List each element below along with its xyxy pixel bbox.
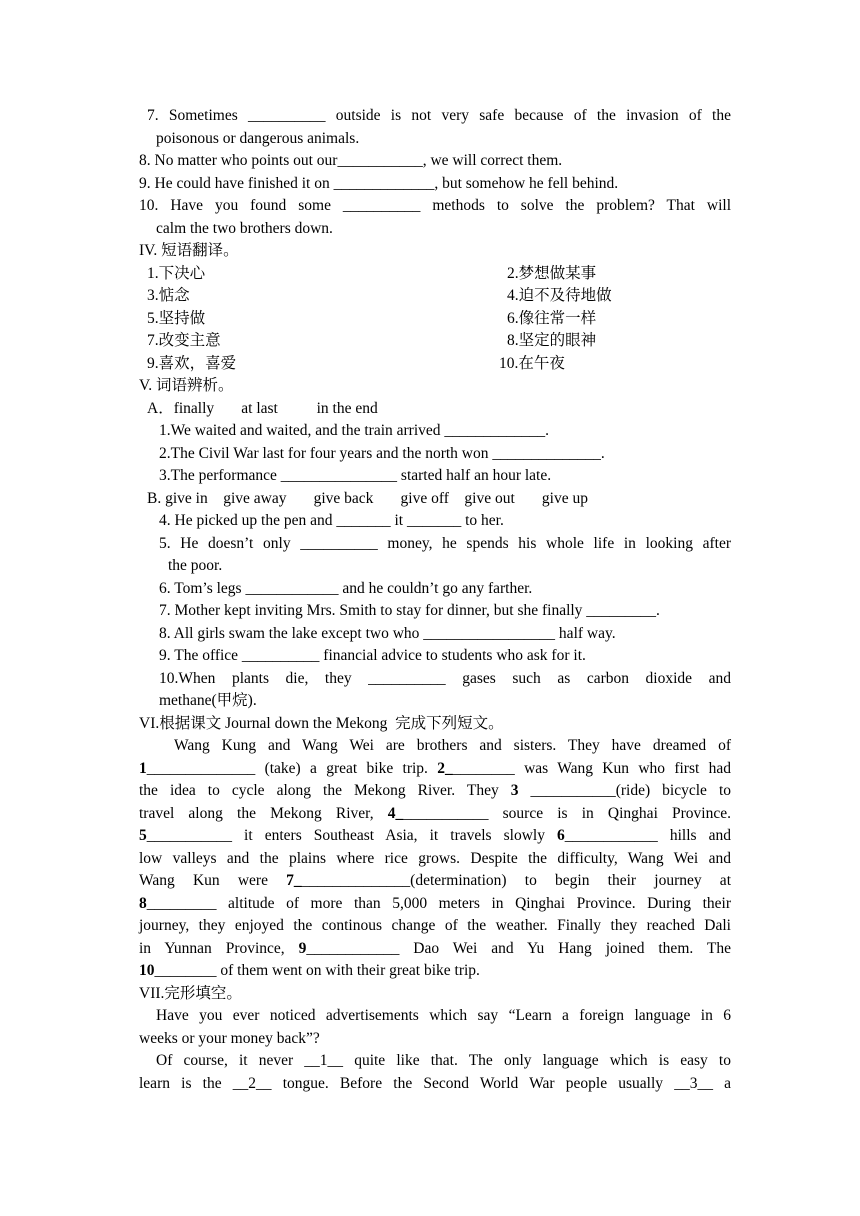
blank-number: 2_ <box>437 759 453 777</box>
group-a-q1: 1.We waited and waited, and the train arrived _____________. <box>159 422 550 439</box>
group-b-q10-line1: 10.When plants die, they __________ gases such as carbon dioxide and <box>159 669 731 687</box>
passage-line <box>139 938 731 961</box>
passage-text: travel along the Mekong River, <box>139 804 388 822</box>
passage-line: Wang Kung and Wang Wei are brothers and sisters. They have dreamed of <box>174 737 731 754</box>
group-b-q9: 9. The office __________ financial advice to students who ask for it. <box>159 647 586 664</box>
passage-text: _________ altitude of more than 5,000 meters in Qinghai Province. During their <box>146 894 731 912</box>
blank-number: 7_ <box>286 872 302 889</box>
question-9: 9. He could have finished it on _____________, but somehow he fell behind. <box>139 174 619 192</box>
phrase-item: 1.下决心 <box>147 264 206 282</box>
passage-text: the idea to cycle along the Mekong River. They <box>139 782 511 799</box>
phrase-item: 7.改变主意 <box>147 332 221 349</box>
passage-line <box>139 825 731 848</box>
question-7-line1: 7. Sometimes __________ outside is not very safe because of the invasion of the <box>147 107 731 124</box>
phrase-item: 2.梦想做某事 <box>507 264 597 282</box>
cloze-line: learn is the __2__ tongue. Before the Second World War people usually __3__ a <box>139 1074 731 1092</box>
cloze-line: weeks or your money back”? <box>139 1029 320 1047</box>
group-b-options: B. give in give away give back give off give out give up <box>147 489 588 507</box>
passage-line <box>139 893 731 916</box>
passage-text: ______________(determination) to begin their journey at <box>301 872 731 889</box>
passage-text: in Yunnan Province, <box>139 939 299 957</box>
phrase-item: 5.坚持做 <box>147 309 206 327</box>
passage-line: journey, they enjoyed the continous change of the weather. Finally they reached Dali <box>139 917 731 934</box>
phrase-row <box>139 308 731 331</box>
group-a-options: A．finally at last in the end <box>147 399 378 417</box>
phrase-item: 9.喜欢，喜爱 <box>147 354 237 372</box>
blank-number: 8 <box>139 894 147 912</box>
passage-line: low valleys and the plains where rice grows. Despite the difficulty, Wang Wei and <box>139 849 731 867</box>
worksheet-content <box>139 105 731 1095</box>
passage-line <box>139 780 731 803</box>
question-10-line1: 10. Have you found some __________ methods to solve the problem? That will <box>139 197 731 214</box>
phrase-item: 10.在午夜 <box>499 354 565 372</box>
group-b-q10-line2: methane(甲烷). <box>159 692 257 709</box>
phrase-row <box>139 263 731 286</box>
phrase-row <box>139 330 731 353</box>
section-4-heading: IV. 短语翻译。 <box>139 242 239 259</box>
group-b-q7: 7. Mother kept inviting Mrs. Smith to stay for dinner, but she finally _________. <box>159 602 660 619</box>
group-b-q8: 8. All girls swam the lake except two who _________________ half way. <box>159 624 616 642</box>
group-b-q5-line2: the poor. <box>168 557 223 574</box>
group-a-q3: 3.The performance _______________ started half an hour late. <box>159 467 552 484</box>
blank-number: 1 <box>139 759 147 777</box>
passage-line <box>139 803 731 826</box>
question-7-line2: poisonous or dangerous animals. <box>156 129 360 147</box>
passage-text: ____________ hills and <box>564 827 731 844</box>
blank-number: 6 <box>557 827 565 844</box>
passage-text: ___________ source is in Qinghai Province. <box>403 804 731 822</box>
group-b-q5-line1: 5. He doesn’t only __________ money, he spends his whole life in looking after <box>159 534 731 552</box>
blank-number: 10 <box>139 962 155 979</box>
blank-number: 5 <box>139 827 147 844</box>
phrase-item: 3.惦念 <box>147 287 190 304</box>
section-7-heading: VII.完形填空。 <box>139 984 242 1002</box>
passage-text: ___________(ride) bicycle to <box>518 782 731 799</box>
cloze-line: Have you ever noticed advertisements which say “Learn a foreign language in 6 <box>156 1007 731 1024</box>
phrase-row <box>139 353 731 376</box>
cloze-line: Of course, it never __1__ quite like that. The only language which is easy to <box>156 1052 731 1069</box>
passage-line <box>139 960 731 983</box>
question-10-line2: calm the two brothers down. <box>156 219 333 237</box>
group-a-q2: 2.The Civil War last for four years and the north won ______________. <box>159 444 605 462</box>
section-5-heading: V. 词语辨析。 <box>139 377 234 394</box>
phrase-row <box>139 285 731 308</box>
question-8: 8. No matter who points out our___________, we will correct them. <box>139 152 563 169</box>
passage-line <box>139 870 731 893</box>
section-6-heading: VI.根据课文 Journal down the Mekong 完成下列短文。 <box>139 714 504 732</box>
blank-number: 3 <box>510 782 519 799</box>
group-b-q4: 4. He picked up the pen and _______ it _______ to her. <box>159 512 504 529</box>
passage-text: ____________ Dao Wei and Yu Hang joined them. The <box>306 939 732 957</box>
phrase-item: 8.坚定的眼神 <box>507 332 597 349</box>
passage-text: Wang Kun were <box>139 872 287 889</box>
passage-text: ________ of them went on with their great bike trip. <box>154 962 480 979</box>
group-b-q6: 6. Tom’s legs ____________ and he couldn’t go any farther. <box>159 579 533 597</box>
passage-text: ___________ it enters Southeast Asia, it travels slowly <box>146 827 558 844</box>
phrase-item: 6.像往常一样 <box>507 309 597 327</box>
passage-text: ______________ (take) a great bike trip. <box>146 759 438 777</box>
blank-number: 4_ <box>387 804 404 822</box>
phrase-item: 4.迫不及待地做 <box>507 287 612 304</box>
blank-number: 9 <box>298 939 307 957</box>
passage-text: ________ was Wang Kun who first had <box>452 759 731 777</box>
passage-line <box>139 758 731 781</box>
